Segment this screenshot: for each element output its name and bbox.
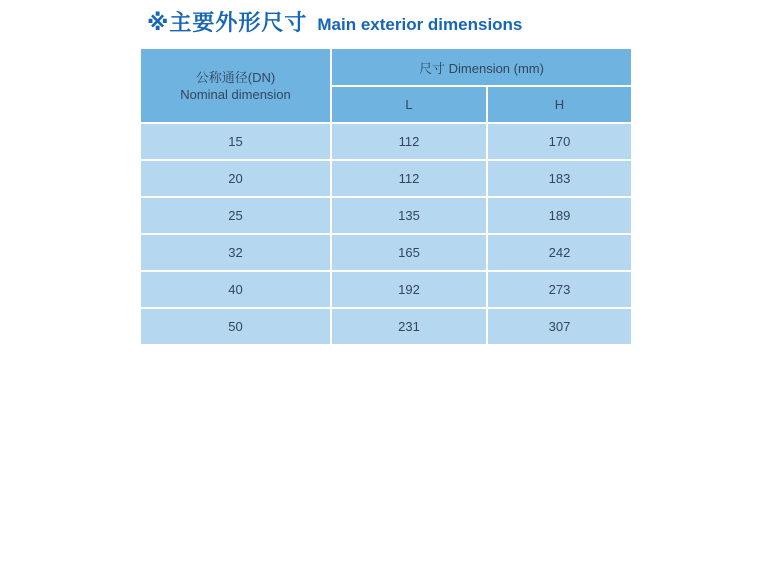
header-L: L [332, 87, 486, 122]
header-dimension-mm: 尺寸 Dimension (mm) [332, 49, 631, 85]
cell-l: 135 [332, 198, 486, 233]
page-title [147, 6, 522, 37]
cell-l: 112 [332, 124, 486, 159]
cell-h: 170 [488, 124, 631, 159]
table-row [141, 235, 631, 270]
cell-h: 273 [488, 272, 631, 307]
header-nominal-dimension-zh: 公称通径(DN) [195, 69, 276, 85]
table-row [141, 198, 631, 233]
cell-h: 189 [488, 198, 631, 233]
header-nominal-dimension-en: Nominal dimension [180, 86, 291, 102]
table-row [141, 309, 631, 344]
cell-dn: 32 [141, 235, 330, 270]
dimensions-table [139, 47, 633, 346]
page-title-chinese: ※主要外形尺寸 [147, 10, 308, 35]
header-nominal-dimension [141, 49, 330, 122]
cell-l: 231 [332, 309, 486, 344]
cell-h: 183 [488, 161, 631, 196]
page-title-english: Main exterior dimensions [317, 15, 523, 34]
cell-dn: 50 [141, 309, 330, 344]
cell-h: 307 [488, 309, 631, 344]
cell-dn: 15 [141, 124, 330, 159]
header-H: H [488, 87, 631, 122]
table-row [141, 161, 631, 196]
cell-l: 192 [332, 272, 486, 307]
cell-l: 112 [332, 161, 486, 196]
table-row [141, 272, 631, 307]
cell-dn: 25 [141, 198, 330, 233]
cell-dn: 20 [141, 161, 330, 196]
table-header-row-1 [141, 49, 631, 85]
table-row [141, 124, 631, 159]
cell-h: 242 [488, 235, 631, 270]
cell-l: 165 [332, 235, 486, 270]
cell-dn: 40 [141, 272, 330, 307]
